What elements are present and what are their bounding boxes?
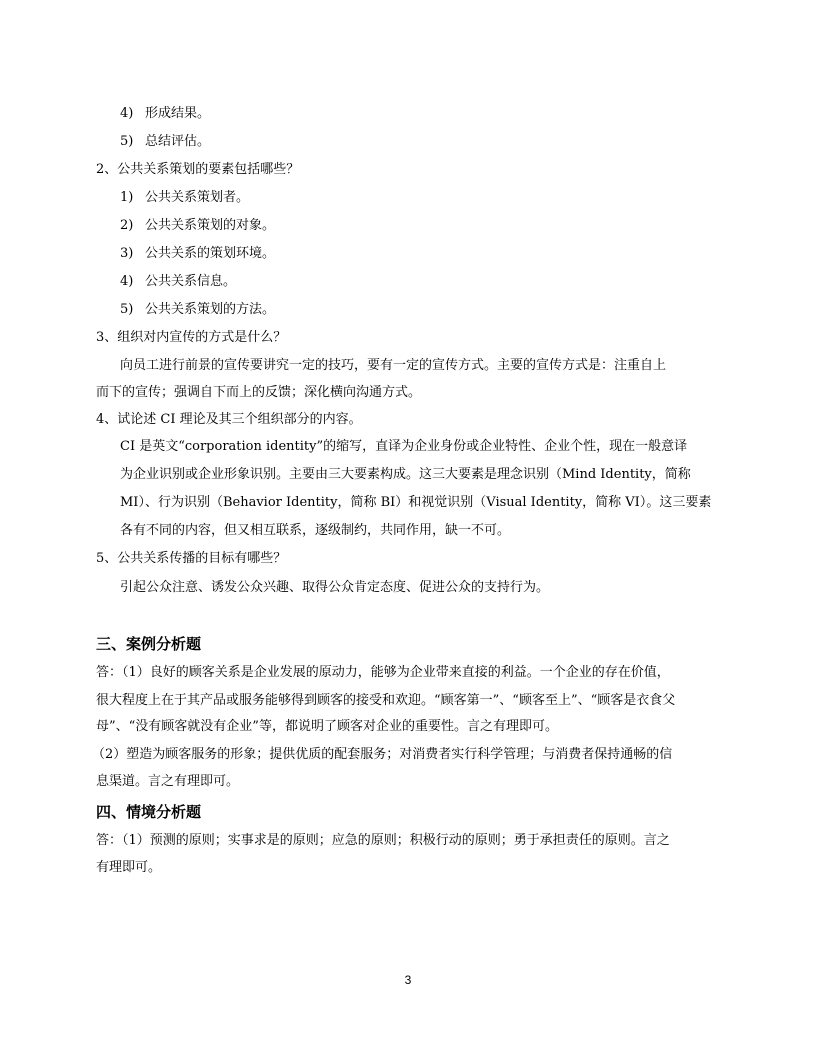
- answer-line: CI 是英文“corporation identity”的缩写，直译为企业身份或企业特性、企业个性，现在一般意译: [120, 439, 688, 454]
- list-item-number: 4): [120, 274, 134, 289]
- list-item-text: 公共关系策划的方法。: [145, 302, 276, 317]
- paragraph-line: 息渠道。言之有理即可。: [96, 774, 240, 789]
- list-item-text: 公共关系的策划环境。: [145, 246, 276, 261]
- paragraph-line: 答：（1）预测的原则；实事求是的原则；应急的原则；积极行动的原则；勇于承担责任的原则。言之: [96, 833, 670, 848]
- list-item-number: 3): [120, 246, 134, 261]
- question-4: 4、试论述 CI 理论及其三个组织部分的内容。: [96, 412, 362, 427]
- section-heading: 三、案例分析题: [96, 635, 202, 653]
- answer-line: 向员工进行前景的宣传要讲究一定的技巧，要有一定的宣传方式。主要的宣传方式是：注重自上: [120, 358, 667, 373]
- list-item-number: 5): [120, 302, 134, 317]
- paragraph-line: 有理即可。: [96, 860, 162, 875]
- list-item-text: 公共关系策划的对象。: [145, 218, 276, 233]
- list-item-number: 1): [120, 190, 134, 205]
- question-2: 2、公共关系策划的要素包括哪些？: [96, 162, 300, 177]
- list-item: [120, 301, 275, 319]
- list-item: [120, 245, 275, 263]
- answer-line: 引起公众注意、诱发公众兴趣、取得公众肯定态度、促进公众的支持行为。: [120, 580, 550, 595]
- list-item-text: 总结评估。: [145, 134, 211, 149]
- list-item-text: 公共关系信息。: [145, 274, 237, 289]
- paragraph-line: 很大程度上在于其产品或服务能够得到顾客的接受和欢迎。“顾客第一”、“顾客至上”、“顾客是衣食父: [96, 693, 676, 708]
- list-item-number: 4): [120, 106, 134, 121]
- paragraph-line: 母”、“没有顾客就没有企业”等，都说明了顾客对企业的重要性。言之有理即可。: [96, 719, 558, 734]
- section-heading: 四、情境分析题: [96, 803, 202, 821]
- list-item: [120, 273, 236, 291]
- list-item: [120, 217, 275, 235]
- answer-line: 而下的宣传；强调自下而上的反馈；深化横向沟通方式。: [96, 385, 422, 400]
- question-5: 5、公共关系传播的目标有哪些？: [96, 551, 287, 566]
- question-3: 3、组织对内宣传的方式是什么？: [96, 330, 287, 345]
- list-item-text: 形成结果。: [145, 106, 211, 121]
- answer-line: MI）、行为识别（Behavior Identity，简称 BI）和视觉识别（Visual Identity，简称 VI）。这三要素: [120, 495, 712, 510]
- list-item: [120, 105, 210, 123]
- answer-line: 各有不同的内容，但又相互联系，逐级制约，共同作用，缺一不可。: [120, 523, 511, 538]
- list-item-text: 公共关系策划者。: [145, 190, 250, 205]
- list-item: [120, 189, 249, 207]
- page-number: 3: [404, 973, 412, 987]
- answer-line: 为企业识别或企业形象识别。主要由三大要素构成。这三大要素是理念识别（Mind Identity，简称: [120, 467, 691, 482]
- list-item-number: 5): [120, 134, 134, 149]
- paragraph-line: 答：（1）良好的顾客关系是企业发展的原动力，能够为企业带来直接的利益。一个企业的存在价值，: [96, 665, 670, 680]
- list-item-number: 2): [120, 218, 134, 233]
- paragraph-line: （2）塑造为顾客服务的形象；提供优质的配套服务；对消费者实行科学管理；与消费者保持通畅的信: [92, 747, 673, 762]
- list-item: [120, 133, 210, 151]
